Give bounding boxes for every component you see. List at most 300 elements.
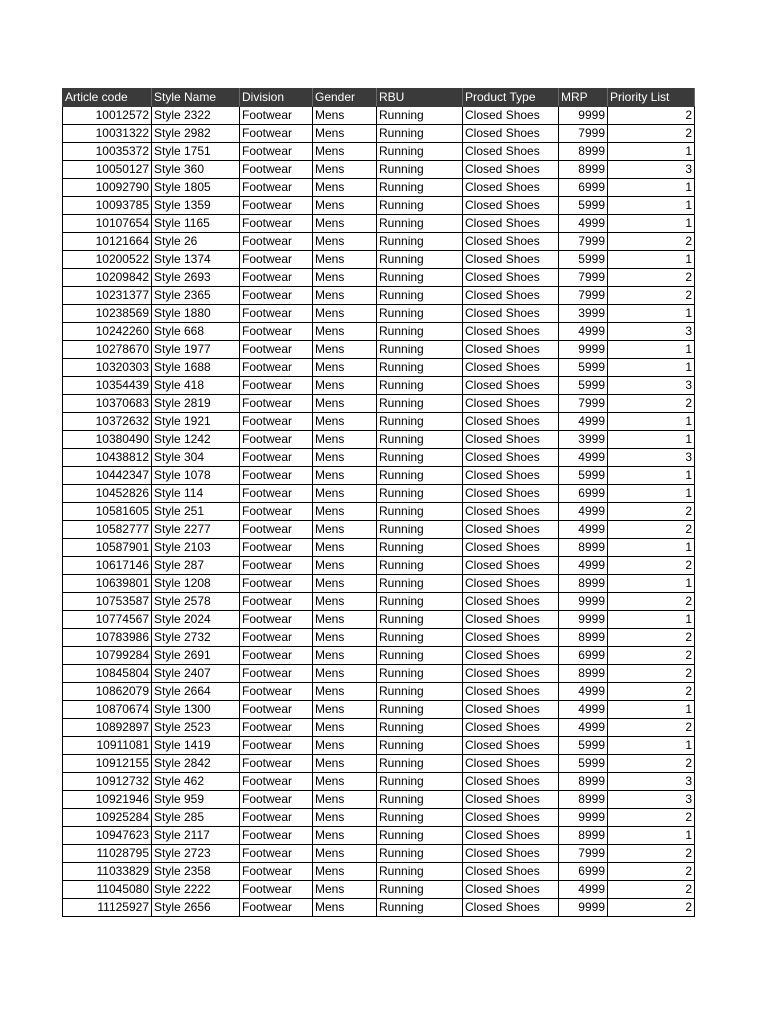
article-code-cell[interactable]: 10452826	[63, 485, 152, 503]
division-cell[interactable]: Footwear	[240, 539, 313, 557]
article-code-cell[interactable]: 10582777	[63, 521, 152, 539]
style-name-cell[interactable]: Style 1880	[152, 305, 240, 323]
product-type-cell[interactable]: Closed Shoes	[463, 359, 559, 377]
style-name-cell[interactable]: Style 2523	[152, 719, 240, 737]
article-code-cell[interactable]: 10799284	[63, 647, 152, 665]
division-cell[interactable]: Footwear	[240, 701, 313, 719]
product-type-cell[interactable]: Closed Shoes	[463, 341, 559, 359]
style-name-cell[interactable]: Style 114	[152, 485, 240, 503]
priority-cell[interactable]: 2	[608, 557, 695, 575]
gender-cell[interactable]: Mens	[313, 647, 377, 665]
article-code-cell[interactable]: 10380490	[63, 431, 152, 449]
rbu-cell[interactable]: Running	[377, 629, 463, 647]
product-type-cell[interactable]: Closed Shoes	[463, 611, 559, 629]
article-code-cell[interactable]: 10107654	[63, 215, 152, 233]
rbu-cell[interactable]: Running	[377, 305, 463, 323]
article-code-cell[interactable]: 10092790	[63, 179, 152, 197]
product-type-cell[interactable]: Closed Shoes	[463, 413, 559, 431]
product-type-cell[interactable]: Closed Shoes	[463, 503, 559, 521]
gender-cell[interactable]: Mens	[313, 431, 377, 449]
priority-cell[interactable]: 1	[608, 467, 695, 485]
gender-cell[interactable]: Mens	[313, 251, 377, 269]
priority-cell[interactable]: 1	[608, 737, 695, 755]
product-type-cell[interactable]: Closed Shoes	[463, 215, 559, 233]
article-code-cell[interactable]: 10209842	[63, 269, 152, 287]
product-type-cell[interactable]: Closed Shoes	[463, 323, 559, 341]
priority-cell[interactable]: 2	[608, 233, 695, 251]
division-cell[interactable]: Footwear	[240, 881, 313, 899]
style-name-cell[interactable]: Style 1805	[152, 179, 240, 197]
mrp-cell[interactable]: 5999	[559, 359, 608, 377]
priority-cell[interactable]: 1	[608, 251, 695, 269]
style-name-cell[interactable]: Style 959	[152, 791, 240, 809]
article-code-cell[interactable]: 10912155	[63, 755, 152, 773]
style-name-cell[interactable]: Style 2656	[152, 899, 240, 917]
division-cell[interactable]: Footwear	[240, 737, 313, 755]
rbu-cell[interactable]: Running	[377, 107, 463, 125]
rbu-cell[interactable]: Running	[377, 395, 463, 413]
mrp-cell[interactable]: 6999	[559, 179, 608, 197]
style-name-cell[interactable]: Style 2732	[152, 629, 240, 647]
rbu-cell[interactable]: Running	[377, 611, 463, 629]
gender-cell[interactable]: Mens	[313, 125, 377, 143]
division-cell[interactable]: Footwear	[240, 413, 313, 431]
product-type-cell[interactable]: Closed Shoes	[463, 557, 559, 575]
header-article-code[interactable]: Article code	[63, 89, 152, 107]
mrp-cell[interactable]: 4999	[559, 413, 608, 431]
gender-cell[interactable]: Mens	[313, 665, 377, 683]
division-cell[interactable]: Footwear	[240, 485, 313, 503]
style-name-cell[interactable]: Style 2358	[152, 863, 240, 881]
gender-cell[interactable]: Mens	[313, 359, 377, 377]
division-cell[interactable]: Footwear	[240, 755, 313, 773]
division-cell[interactable]: Footwear	[240, 665, 313, 683]
product-type-cell[interactable]: Closed Shoes	[463, 269, 559, 287]
mrp-cell[interactable]: 9999	[559, 107, 608, 125]
product-type-cell[interactable]: Closed Shoes	[463, 881, 559, 899]
rbu-cell[interactable]: Running	[377, 413, 463, 431]
article-code-cell[interactable]: 11033829	[63, 863, 152, 881]
article-code-cell[interactable]: 10242260	[63, 323, 152, 341]
product-type-cell[interactable]: Closed Shoes	[463, 431, 559, 449]
article-code-cell[interactable]: 10921946	[63, 791, 152, 809]
article-code-cell[interactable]: 10947623	[63, 827, 152, 845]
rbu-cell[interactable]: Running	[377, 665, 463, 683]
division-cell[interactable]: Footwear	[240, 611, 313, 629]
division-cell[interactable]: Footwear	[240, 521, 313, 539]
rbu-cell[interactable]: Running	[377, 521, 463, 539]
rbu-cell[interactable]: Running	[377, 287, 463, 305]
rbu-cell[interactable]: Running	[377, 269, 463, 287]
article-code-cell[interactable]: 10238569	[63, 305, 152, 323]
mrp-cell[interactable]: 5999	[559, 197, 608, 215]
product-type-cell[interactable]: Closed Shoes	[463, 827, 559, 845]
style-name-cell[interactable]: Style 2222	[152, 881, 240, 899]
gender-cell[interactable]: Mens	[313, 881, 377, 899]
gender-cell[interactable]: Mens	[313, 341, 377, 359]
product-type-cell[interactable]: Closed Shoes	[463, 647, 559, 665]
division-cell[interactable]: Footwear	[240, 557, 313, 575]
mrp-cell[interactable]: 4999	[559, 449, 608, 467]
gender-cell[interactable]: Mens	[313, 755, 377, 773]
division-cell[interactable]: Footwear	[240, 647, 313, 665]
article-code-cell[interactable]: 10372632	[63, 413, 152, 431]
article-code-cell[interactable]: 11125927	[63, 899, 152, 917]
gender-cell[interactable]: Mens	[313, 215, 377, 233]
division-cell[interactable]: Footwear	[240, 269, 313, 287]
division-cell[interactable]: Footwear	[240, 575, 313, 593]
mrp-cell[interactable]: 8999	[559, 143, 608, 161]
style-name-cell[interactable]: Style 1208	[152, 575, 240, 593]
gender-cell[interactable]: Mens	[313, 791, 377, 809]
division-cell[interactable]: Footwear	[240, 287, 313, 305]
division-cell[interactable]: Footwear	[240, 305, 313, 323]
product-type-cell[interactable]: Closed Shoes	[463, 161, 559, 179]
article-code-cell[interactable]: 10012572	[63, 107, 152, 125]
product-type-cell[interactable]: Closed Shoes	[463, 629, 559, 647]
gender-cell[interactable]: Mens	[313, 269, 377, 287]
gender-cell[interactable]: Mens	[313, 773, 377, 791]
division-cell[interactable]: Footwear	[240, 773, 313, 791]
rbu-cell[interactable]: Running	[377, 845, 463, 863]
style-name-cell[interactable]: Style 285	[152, 809, 240, 827]
division-cell[interactable]: Footwear	[240, 233, 313, 251]
rbu-cell[interactable]: Running	[377, 863, 463, 881]
style-name-cell[interactable]: Style 1977	[152, 341, 240, 359]
priority-cell[interactable]: 2	[608, 125, 695, 143]
mrp-cell[interactable]: 5999	[559, 377, 608, 395]
gender-cell[interactable]: Mens	[313, 161, 377, 179]
product-type-cell[interactable]: Closed Shoes	[463, 377, 559, 395]
article-code-cell[interactable]: 10200522	[63, 251, 152, 269]
mrp-cell[interactable]: 8999	[559, 773, 608, 791]
priority-cell[interactable]: 1	[608, 305, 695, 323]
priority-cell[interactable]: 2	[608, 503, 695, 521]
mrp-cell[interactable]: 9999	[559, 899, 608, 917]
priority-cell[interactable]: 3	[608, 377, 695, 395]
rbu-cell[interactable]: Running	[377, 827, 463, 845]
gender-cell[interactable]: Mens	[313, 305, 377, 323]
style-name-cell[interactable]: Style 2982	[152, 125, 240, 143]
rbu-cell[interactable]: Running	[377, 197, 463, 215]
article-code-cell[interactable]: 10121664	[63, 233, 152, 251]
division-cell[interactable]: Footwear	[240, 215, 313, 233]
rbu-cell[interactable]: Running	[377, 737, 463, 755]
article-code-cell[interactable]: 10617146	[63, 557, 152, 575]
rbu-cell[interactable]: Running	[377, 143, 463, 161]
gender-cell[interactable]: Mens	[313, 197, 377, 215]
mrp-cell[interactable]: 4999	[559, 323, 608, 341]
article-code-cell[interactable]: 10587901	[63, 539, 152, 557]
gender-cell[interactable]: Mens	[313, 683, 377, 701]
priority-cell[interactable]: 1	[608, 179, 695, 197]
gender-cell[interactable]: Mens	[313, 449, 377, 467]
mrp-cell[interactable]: 7999	[559, 269, 608, 287]
product-type-cell[interactable]: Closed Shoes	[463, 773, 559, 791]
gender-cell[interactable]: Mens	[313, 467, 377, 485]
gender-cell[interactable]: Mens	[313, 809, 377, 827]
gender-cell[interactable]: Mens	[313, 395, 377, 413]
mrp-cell[interactable]: 4999	[559, 881, 608, 899]
style-name-cell[interactable]: Style 2024	[152, 611, 240, 629]
article-code-cell[interactable]: 10442347	[63, 467, 152, 485]
priority-cell[interactable]: 1	[608, 431, 695, 449]
product-type-cell[interactable]: Closed Shoes	[463, 809, 559, 827]
article-code-cell[interactable]: 10370683	[63, 395, 152, 413]
division-cell[interactable]: Footwear	[240, 431, 313, 449]
division-cell[interactable]: Footwear	[240, 341, 313, 359]
style-name-cell[interactable]: Style 360	[152, 161, 240, 179]
mrp-cell[interactable]: 5999	[559, 467, 608, 485]
style-name-cell[interactable]: Style 287	[152, 557, 240, 575]
mrp-cell[interactable]: 7999	[559, 395, 608, 413]
style-name-cell[interactable]: Style 1078	[152, 467, 240, 485]
article-code-cell[interactable]: 10845804	[63, 665, 152, 683]
style-name-cell[interactable]: Style 251	[152, 503, 240, 521]
priority-cell[interactable]: 1	[608, 143, 695, 161]
mrp-cell[interactable]: 8999	[559, 665, 608, 683]
product-type-cell[interactable]: Closed Shoes	[463, 575, 559, 593]
division-cell[interactable]: Footwear	[240, 791, 313, 809]
product-type-cell[interactable]: Closed Shoes	[463, 701, 559, 719]
rbu-cell[interactable]: Running	[377, 773, 463, 791]
division-cell[interactable]: Footwear	[240, 845, 313, 863]
product-type-cell[interactable]: Closed Shoes	[463, 107, 559, 125]
product-type-cell[interactable]: Closed Shoes	[463, 791, 559, 809]
mrp-cell[interactable]: 4999	[559, 701, 608, 719]
priority-cell[interactable]: 2	[608, 683, 695, 701]
article-code-cell[interactable]: 10862079	[63, 683, 152, 701]
style-name-cell[interactable]: Style 304	[152, 449, 240, 467]
priority-cell[interactable]: 2	[608, 755, 695, 773]
division-cell[interactable]: Footwear	[240, 449, 313, 467]
style-name-cell[interactable]: Style 1242	[152, 431, 240, 449]
style-name-cell[interactable]: Style 1165	[152, 215, 240, 233]
product-type-cell[interactable]: Closed Shoes	[463, 233, 559, 251]
mrp-cell[interactable]: 8999	[559, 539, 608, 557]
product-type-cell[interactable]: Closed Shoes	[463, 719, 559, 737]
article-code-cell[interactable]: 10050127	[63, 161, 152, 179]
product-type-cell[interactable]: Closed Shoes	[463, 449, 559, 467]
priority-cell[interactable]: 2	[608, 107, 695, 125]
style-name-cell[interactable]: Style 1751	[152, 143, 240, 161]
mrp-cell[interactable]: 4999	[559, 683, 608, 701]
gender-cell[interactable]: Mens	[313, 863, 377, 881]
mrp-cell[interactable]: 7999	[559, 845, 608, 863]
division-cell[interactable]: Footwear	[240, 161, 313, 179]
mrp-cell[interactable]: 6999	[559, 647, 608, 665]
division-cell[interactable]: Footwear	[240, 377, 313, 395]
article-code-cell[interactable]: 10925284	[63, 809, 152, 827]
mrp-cell[interactable]: 9999	[559, 809, 608, 827]
rbu-cell[interactable]: Running	[377, 233, 463, 251]
rbu-cell[interactable]: Running	[377, 683, 463, 701]
division-cell[interactable]: Footwear	[240, 719, 313, 737]
gender-cell[interactable]: Mens	[313, 233, 377, 251]
product-type-cell[interactable]: Closed Shoes	[463, 395, 559, 413]
priority-cell[interactable]: 3	[608, 161, 695, 179]
gender-cell[interactable]: Mens	[313, 179, 377, 197]
product-type-cell[interactable]: Closed Shoes	[463, 737, 559, 755]
priority-cell[interactable]: 2	[608, 863, 695, 881]
article-code-cell[interactable]: 10581605	[63, 503, 152, 521]
priority-cell[interactable]: 1	[608, 611, 695, 629]
gender-cell[interactable]: Mens	[313, 701, 377, 719]
style-name-cell[interactable]: Style 1419	[152, 737, 240, 755]
priority-cell[interactable]: 1	[608, 575, 695, 593]
article-code-cell[interactable]: 10231377	[63, 287, 152, 305]
gender-cell[interactable]: Mens	[313, 107, 377, 125]
gender-cell[interactable]: Mens	[313, 845, 377, 863]
product-type-cell[interactable]: Closed Shoes	[463, 179, 559, 197]
gender-cell[interactable]: Mens	[313, 899, 377, 917]
product-type-cell[interactable]: Closed Shoes	[463, 467, 559, 485]
product-type-cell[interactable]: Closed Shoes	[463, 287, 559, 305]
mrp-cell[interactable]: 8999	[559, 827, 608, 845]
rbu-cell[interactable]: Running	[377, 431, 463, 449]
style-name-cell[interactable]: Style 2117	[152, 827, 240, 845]
mrp-cell[interactable]: 8999	[559, 629, 608, 647]
article-code-cell[interactable]: 10639801	[63, 575, 152, 593]
rbu-cell[interactable]: Running	[377, 701, 463, 719]
mrp-cell[interactable]: 4999	[559, 557, 608, 575]
priority-cell[interactable]: 2	[608, 521, 695, 539]
style-name-cell[interactable]: Style 2103	[152, 539, 240, 557]
rbu-cell[interactable]: Running	[377, 377, 463, 395]
rbu-cell[interactable]: Running	[377, 215, 463, 233]
style-name-cell[interactable]: Style 2693	[152, 269, 240, 287]
division-cell[interactable]: Footwear	[240, 593, 313, 611]
product-type-cell[interactable]: Closed Shoes	[463, 197, 559, 215]
style-name-cell[interactable]: Style 2365	[152, 287, 240, 305]
product-type-cell[interactable]: Closed Shoes	[463, 845, 559, 863]
gender-cell[interactable]: Mens	[313, 287, 377, 305]
product-type-cell[interactable]: Closed Shoes	[463, 485, 559, 503]
division-cell[interactable]: Footwear	[240, 683, 313, 701]
division-cell[interactable]: Footwear	[240, 467, 313, 485]
division-cell[interactable]: Footwear	[240, 863, 313, 881]
style-name-cell[interactable]: Style 2691	[152, 647, 240, 665]
gender-cell[interactable]: Mens	[313, 557, 377, 575]
mrp-cell[interactable]: 5999	[559, 755, 608, 773]
rbu-cell[interactable]: Running	[377, 251, 463, 269]
article-code-cell[interactable]: 10320303	[63, 359, 152, 377]
division-cell[interactable]: Footwear	[240, 143, 313, 161]
article-code-cell[interactable]: 10892897	[63, 719, 152, 737]
gender-cell[interactable]: Mens	[313, 629, 377, 647]
mrp-cell[interactable]: 5999	[559, 737, 608, 755]
product-type-cell[interactable]: Closed Shoes	[463, 683, 559, 701]
gender-cell[interactable]: Mens	[313, 611, 377, 629]
division-cell[interactable]: Footwear	[240, 197, 313, 215]
priority-cell[interactable]: 1	[608, 197, 695, 215]
rbu-cell[interactable]: Running	[377, 791, 463, 809]
article-code-cell[interactable]: 11045080	[63, 881, 152, 899]
priority-cell[interactable]: 3	[608, 791, 695, 809]
gender-cell[interactable]: Mens	[313, 719, 377, 737]
gender-cell[interactable]: Mens	[313, 539, 377, 557]
priority-cell[interactable]: 1	[608, 413, 695, 431]
mrp-cell[interactable]: 9999	[559, 593, 608, 611]
rbu-cell[interactable]: Running	[377, 881, 463, 899]
mrp-cell[interactable]: 4999	[559, 521, 608, 539]
rbu-cell[interactable]: Running	[377, 575, 463, 593]
mrp-cell[interactable]: 3999	[559, 431, 608, 449]
article-code-cell[interactable]: 10093785	[63, 197, 152, 215]
article-code-cell[interactable]: 10912732	[63, 773, 152, 791]
header-division[interactable]: Division	[240, 89, 313, 107]
article-code-cell[interactable]: 10035372	[63, 143, 152, 161]
priority-cell[interactable]: 2	[608, 269, 695, 287]
rbu-cell[interactable]: Running	[377, 593, 463, 611]
priority-cell[interactable]: 2	[608, 287, 695, 305]
division-cell[interactable]: Footwear	[240, 323, 313, 341]
article-code-cell[interactable]: 10753587	[63, 593, 152, 611]
gender-cell[interactable]: Mens	[313, 503, 377, 521]
style-name-cell[interactable]: Style 1359	[152, 197, 240, 215]
style-name-cell[interactable]: Style 418	[152, 377, 240, 395]
product-type-cell[interactable]: Closed Shoes	[463, 305, 559, 323]
rbu-cell[interactable]: Running	[377, 755, 463, 773]
mrp-cell[interactable]: 7999	[559, 287, 608, 305]
division-cell[interactable]: Footwear	[240, 503, 313, 521]
article-code-cell[interactable]: 10354439	[63, 377, 152, 395]
article-code-cell[interactable]: 10774567	[63, 611, 152, 629]
style-name-cell[interactable]: Style 668	[152, 323, 240, 341]
rbu-cell[interactable]: Running	[377, 467, 463, 485]
mrp-cell[interactable]: 8999	[559, 791, 608, 809]
rbu-cell[interactable]: Running	[377, 449, 463, 467]
style-name-cell[interactable]: Style 2407	[152, 665, 240, 683]
priority-cell[interactable]: 1	[608, 341, 695, 359]
style-name-cell[interactable]: Style 2664	[152, 683, 240, 701]
division-cell[interactable]: Footwear	[240, 251, 313, 269]
rbu-cell[interactable]: Running	[377, 719, 463, 737]
style-name-cell[interactable]: Style 2322	[152, 107, 240, 125]
gender-cell[interactable]: Mens	[313, 737, 377, 755]
header-gender[interactable]: Gender	[313, 89, 377, 107]
division-cell[interactable]: Footwear	[240, 899, 313, 917]
rbu-cell[interactable]: Running	[377, 557, 463, 575]
gender-cell[interactable]: Mens	[313, 521, 377, 539]
rbu-cell[interactable]: Running	[377, 179, 463, 197]
article-code-cell[interactable]: 10278670	[63, 341, 152, 359]
style-name-cell[interactable]: Style 1300	[152, 701, 240, 719]
product-type-cell[interactable]: Closed Shoes	[463, 899, 559, 917]
style-name-cell[interactable]: Style 1921	[152, 413, 240, 431]
rbu-cell[interactable]: Running	[377, 359, 463, 377]
gender-cell[interactable]: Mens	[313, 593, 377, 611]
priority-cell[interactable]: 2	[608, 593, 695, 611]
style-name-cell[interactable]: Style 462	[152, 773, 240, 791]
gender-cell[interactable]: Mens	[313, 485, 377, 503]
header-rbu[interactable]: RBU	[377, 89, 463, 107]
division-cell[interactable]: Footwear	[240, 629, 313, 647]
article-code-cell[interactable]: 10031322	[63, 125, 152, 143]
priority-cell[interactable]: 2	[608, 629, 695, 647]
priority-cell[interactable]: 1	[608, 701, 695, 719]
division-cell[interactable]: Footwear	[240, 125, 313, 143]
priority-cell[interactable]: 2	[608, 809, 695, 827]
priority-cell[interactable]: 2	[608, 395, 695, 413]
gender-cell[interactable]: Mens	[313, 323, 377, 341]
mrp-cell[interactable]: 9999	[559, 611, 608, 629]
product-type-cell[interactable]: Closed Shoes	[463, 521, 559, 539]
gender-cell[interactable]: Mens	[313, 143, 377, 161]
mrp-cell[interactable]: 3999	[559, 305, 608, 323]
priority-cell[interactable]: 1	[608, 827, 695, 845]
product-type-cell[interactable]: Closed Shoes	[463, 125, 559, 143]
